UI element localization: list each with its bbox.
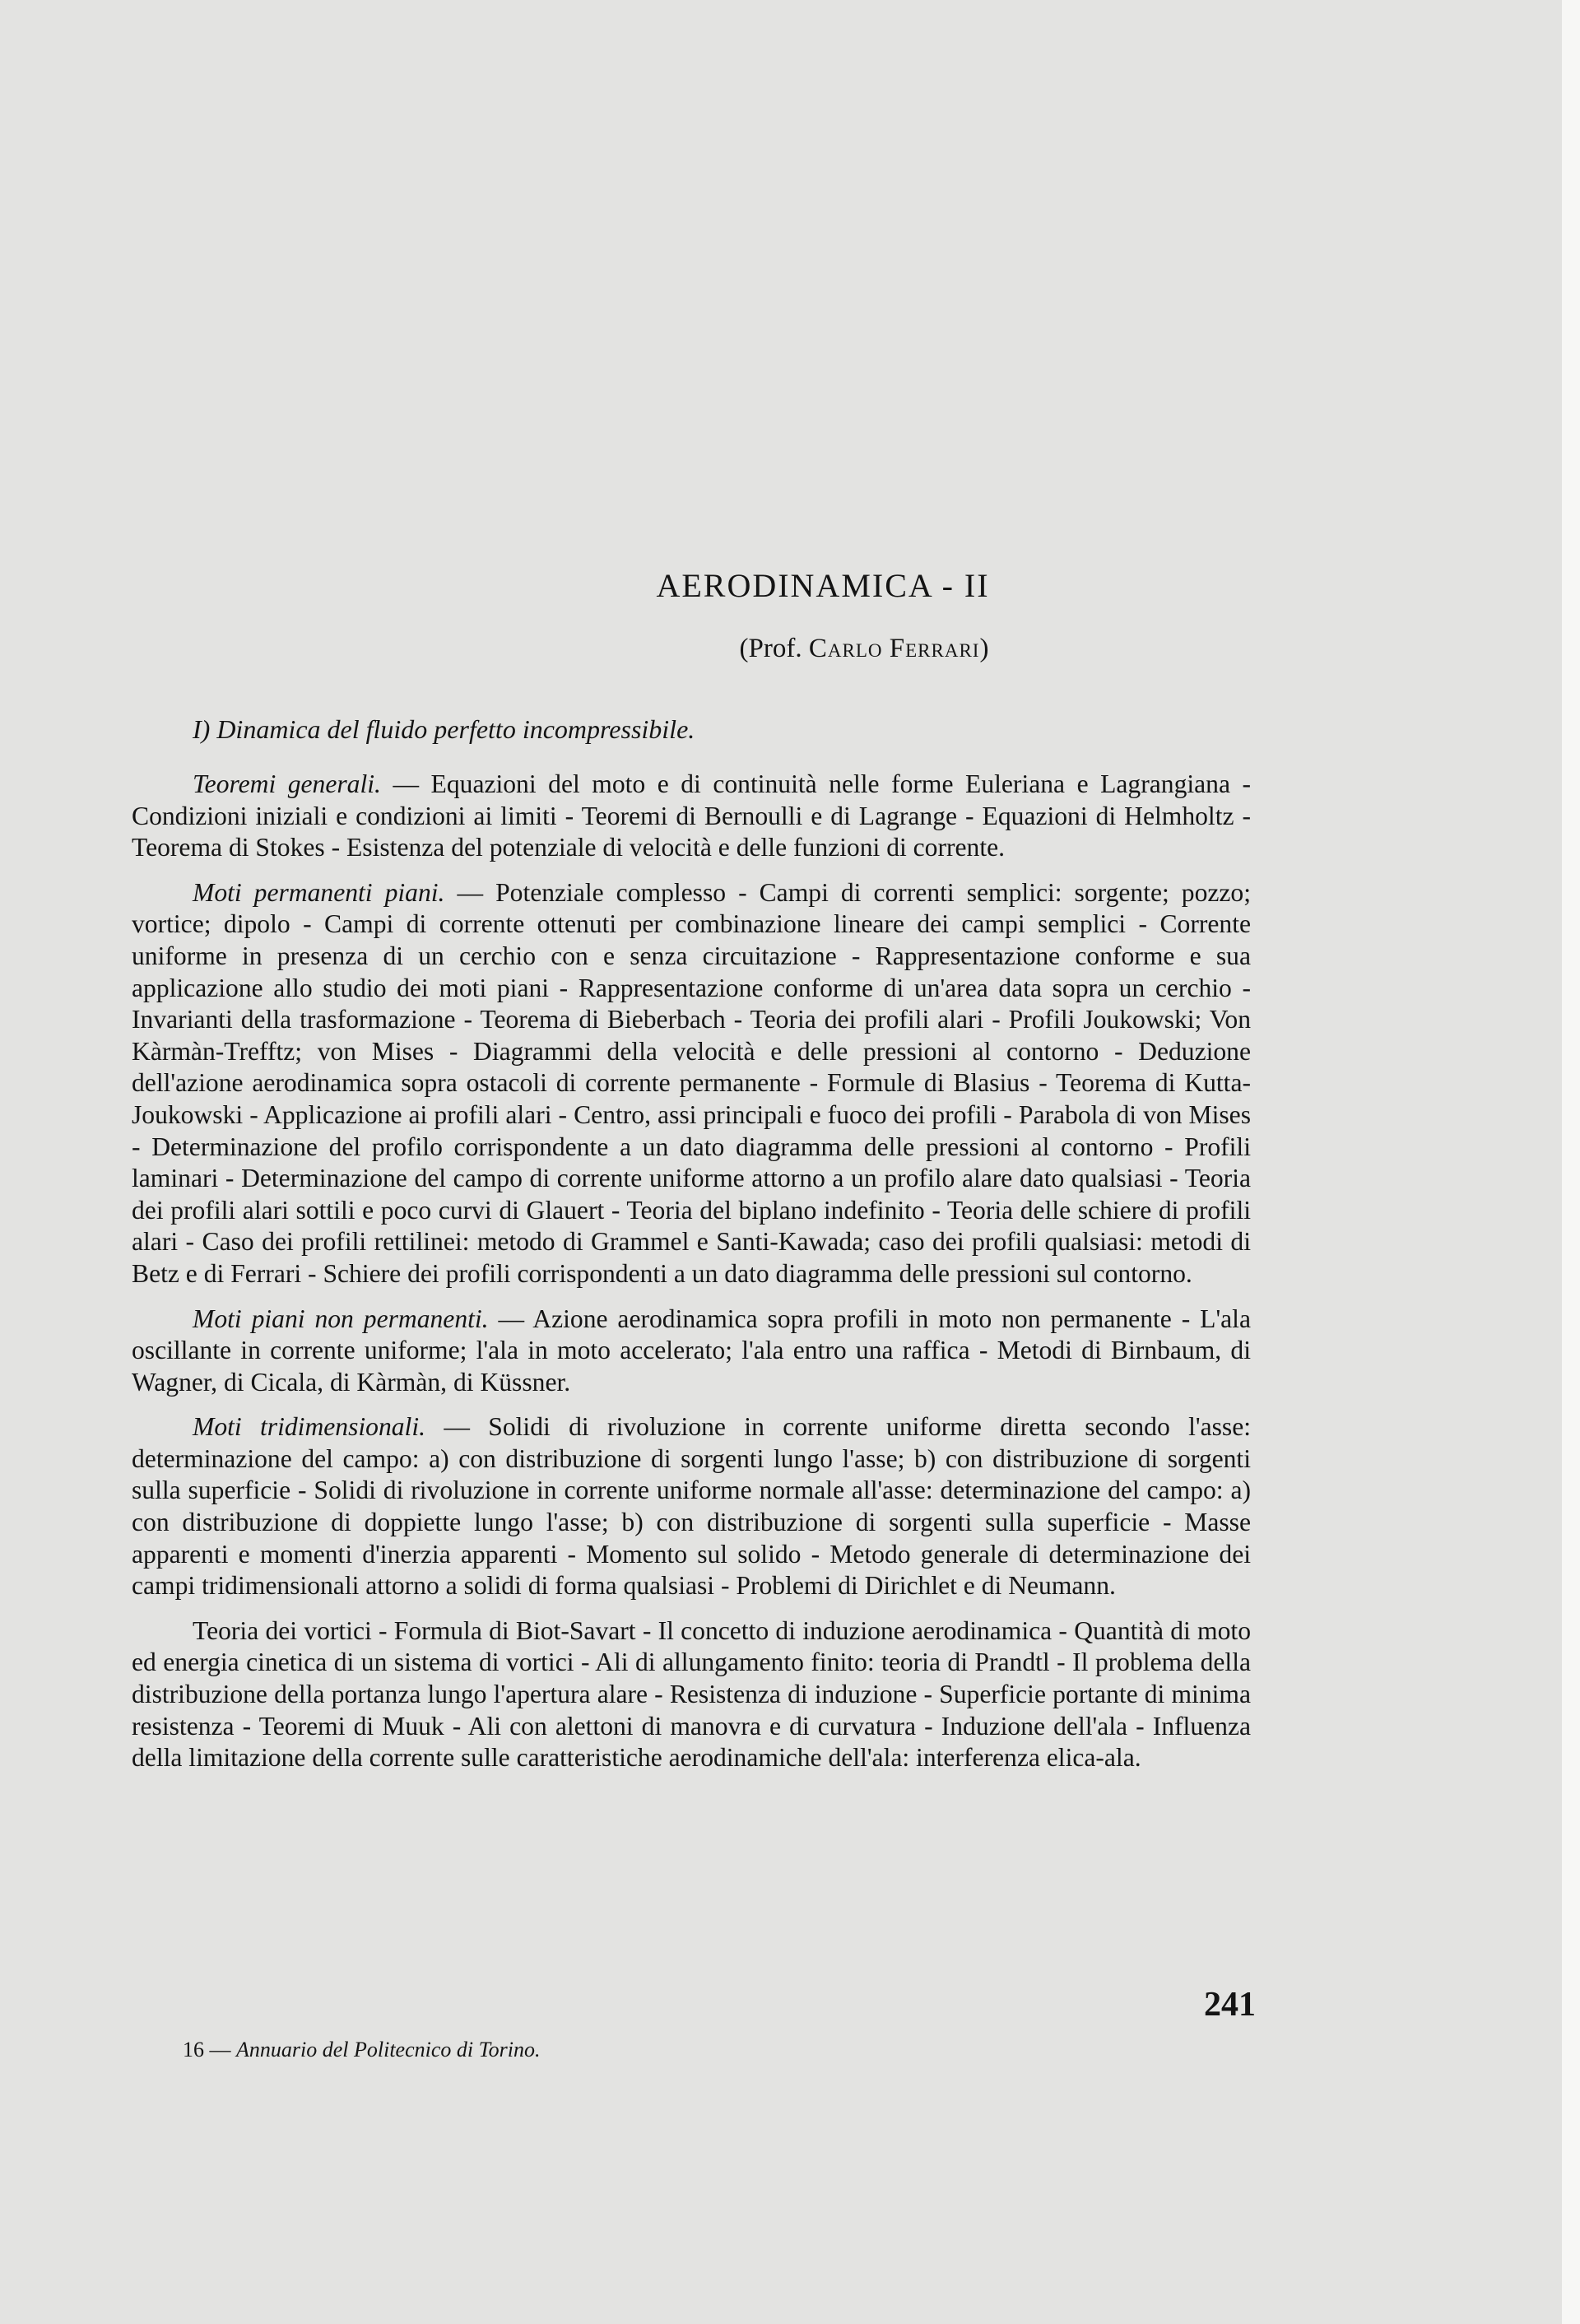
author-close: ) <box>979 634 989 663</box>
footer-note <box>183 2038 841 2062</box>
body-text <box>132 769 1251 1787</box>
paragraph-text: — Potenziale complesso - Campi di correnti semplici: sorgente; pozzo; vortice; dipolo - Campi di corrente ottenuti per combinazione lineare dei campi semplici - Corrente uniforme in presenza di un cerchio con e senza circuitazione - Rappresentazione conforme e sua applicazione allo studio dei moti piani - Rappresentazione conforme di un'area data sopra un cerchio - Invarianti della trasformazione - Teorema di Bieberbach - Teoria dei profili alari - Profili Joukowski; Von Kàrmàn-Trefftz; von Mises - Diagrammi della velocità e delle pressioni al contorno - Deduzione dell'azione aerodinamica sopra ostacoli di corrente permanente - Formule di Blasius - Teorema di Kutta-Joukowski - Applicazione ai profili alari - Centro, assi principali e fuoco dei profili - Parabola di von Mises - Determinazione del profilo corrispondente a un dato diagramma delle pressioni al contorno - Profili laminari - Determinazione del campo di corrente uniforme attorno a un profilo alare dato qualsiasi - Teoria dei profili alari sottili e poco curvi di Glauert - Teoria del biplano indefinito - Teoria delle schiere di profili alari - Caso dei profili rettilinei: metodo di Grammel e Santi-Kawada; caso dei profili qualsiasi: metodi di Betz e di Ferrari - Schiere dei profili corrispondenti a un dato diagramma delle pressioni sul contorno. <box>132 877 1251 1288</box>
paragraph-lead: Teoremi generali. <box>193 769 381 798</box>
footer-source: Annuario del Politecnico di Torino. <box>236 2038 541 2061</box>
paragraph-moti-permanenti-piani <box>132 877 1251 1290</box>
section-heading: I) Dinamica del fluido perfetto incompressibile. <box>193 714 695 744</box>
paragraph-text: — Azione aerodinamica sopra profili in moto non permanente - L'ala oscillante in corrente uniforme; l'ala in moto accelerato; l'ala entro una raffica - Metodi di Birnbaum, di Wagner, di Cicala, di Kàrmàn, di Küssner. <box>132 1304 1251 1397</box>
page-edge <box>1562 0 1580 2324</box>
paragraph-moti-tridimensionali <box>132 1411 1251 1602</box>
footer-sheet-number: 16 — <box>183 2038 236 2061</box>
paragraph-text: — Solidi di rivoluzione in corrente uniforme diretta secondo l'asse: determinazione del campo: a) con distribuzione di sorgenti lungo l'asse; b) con distribuzione di sorgenti sulla superficie - Solidi di rivoluzione in corrente uniforme normale all'asse: determinazione del campo: a) con distribuzione di doppiette lungo l'asse; b) con distribuzione di sorgenti sulla superficie - Masse apparenti e momenti d'inerzia apparenti - Momento sul solido - Metodo generale di determinazione dei campi tridimensionali attorno a solidi di forma qualsiasi - Problemi di Dirichlet e di Neumann. <box>132 1412 1251 1601</box>
author-line <box>74 634 1580 664</box>
paragraph-teoria-dei-vortici <box>132 1615 1251 1774</box>
paragraph-text: Teoria dei vortici - Formula di Biot-Savart - Il concetto di induzione aerodinamica - Quantità di moto ed energia cinetica di un sistema di vortici - Ali di allungamento finito: teoria di Prandtl - Il problema della distribuzione della portanza lungo l'apertura alare - Resistenza di induzione - Superficie portante di minima resistenza - Teoremi di Muuk - Ali con alettoni di manovra e di curvatura - Induzione dell'ala - Influenza della limitazione della corrente sulle caratteristiche aerodinamiche dell'ala: interferenza elica-ala. <box>132 1615 1251 1773</box>
paragraph-lead: Moti permanenti piani. <box>193 877 445 907</box>
paragraph-lead: Moti piani non permanenti. <box>193 1304 489 1333</box>
author-first-name: Carlo <box>808 634 883 663</box>
page-number: 241 <box>1204 1986 1256 2024</box>
paragraph-teoremi-generali <box>132 769 1251 864</box>
paragraph-text: — Equazioni del moto e di continuità nelle forme Euleriana e Lagrangiana - Condizioni iniziali e condizioni ai limiti - Teoremi di Bernoulli e di Lagrange - Equazioni di Helmholtz - Teorema di Stokes - Esistenza del potenziale di velocità e delle funzioni di corrente. <box>132 769 1252 862</box>
paragraph-moti-piani-non-permanenti <box>132 1304 1251 1399</box>
author-last-name: Ferrari <box>889 634 980 663</box>
author-open: (Prof. <box>739 634 809 663</box>
paragraph-lead: Moti tridimensionali. <box>193 1412 425 1442</box>
document-title: AERODINAMICA - II <box>656 567 990 604</box>
